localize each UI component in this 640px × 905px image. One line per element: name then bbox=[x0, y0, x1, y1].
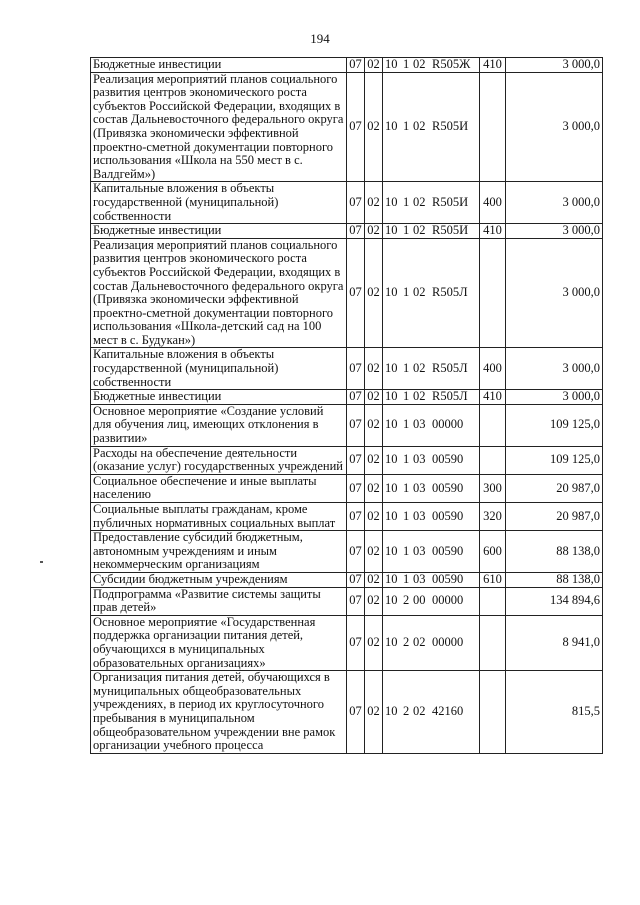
row-amount: 3 000,0 bbox=[506, 182, 603, 224]
target-article-part: 00 bbox=[413, 593, 426, 608]
row-expense-type: 300 bbox=[480, 474, 506, 502]
table-row bbox=[91, 572, 603, 587]
row-expense-type: 410 bbox=[480, 224, 506, 239]
table-row bbox=[91, 348, 603, 390]
target-article-part: 00590 bbox=[432, 508, 464, 523]
row-amount: 109 125,0 bbox=[506, 446, 603, 474]
row-amount: 3 000,0 bbox=[506, 238, 603, 348]
target-article-part: 00590 bbox=[432, 480, 464, 495]
row-amount: 3 000,0 bbox=[506, 72, 603, 182]
row-amount: 88 138,0 bbox=[506, 531, 603, 573]
row-expense-type: 600 bbox=[480, 531, 506, 573]
target-article-part: 02 bbox=[413, 194, 426, 209]
row-amount: 88 138,0 bbox=[506, 572, 603, 587]
row-expense-type: 400 bbox=[480, 182, 506, 224]
row-expense-type bbox=[480, 238, 506, 348]
target-article-part: 00590 bbox=[432, 452, 464, 467]
row-amount: 3 000,0 bbox=[506, 390, 603, 405]
table-row bbox=[91, 615, 603, 670]
target-article-part: 02 bbox=[413, 119, 426, 134]
target-article-part: 1 bbox=[403, 480, 410, 495]
table-row bbox=[91, 182, 603, 224]
row-expense-type: 400 bbox=[480, 348, 506, 390]
row-name: Подпрограмма «Развитие системы защиты прав детей» bbox=[91, 587, 347, 615]
row-ministry-code: 07 bbox=[347, 224, 365, 239]
row-target-article bbox=[383, 615, 480, 670]
row-section-code: 02 bbox=[365, 224, 383, 239]
table-row bbox=[91, 404, 603, 446]
row-target-article bbox=[383, 58, 480, 73]
row-name: Основное мероприятие «Государственная поддержка организации питания детей, обучающихся в муниципальных образовательных организациях» bbox=[91, 615, 347, 670]
target-article-part: 1 bbox=[403, 417, 410, 432]
target-article-part: 1 bbox=[403, 571, 410, 586]
table-row bbox=[91, 671, 603, 754]
row-section-code: 02 bbox=[365, 474, 383, 502]
row-ministry-code: 07 bbox=[347, 238, 365, 348]
row-expense-type bbox=[480, 446, 506, 474]
target-article-part: R505Л bbox=[432, 361, 468, 376]
target-article-part: R505И bbox=[432, 194, 469, 209]
row-expense-type: 610 bbox=[480, 572, 506, 587]
row-ministry-code: 07 bbox=[347, 446, 365, 474]
row-expense-type bbox=[480, 404, 506, 446]
row-ministry-code: 07 bbox=[347, 671, 365, 754]
target-article-part: 10 bbox=[385, 508, 398, 523]
target-article-part: 10 bbox=[385, 361, 398, 376]
page-number: 194 bbox=[310, 31, 330, 46]
target-article-part: 2 bbox=[403, 704, 410, 719]
budget-table bbox=[90, 57, 603, 754]
row-section-code: 02 bbox=[365, 587, 383, 615]
target-article-part: 1 bbox=[403, 223, 410, 238]
row-expense-type: 410 bbox=[480, 58, 506, 73]
target-article-part: 02 bbox=[413, 704, 426, 719]
target-article-part: 1 bbox=[403, 389, 410, 404]
row-name: Бюджетные инвестиции bbox=[91, 390, 347, 405]
target-article-part: 1 bbox=[403, 508, 410, 523]
row-target-article bbox=[383, 531, 480, 573]
target-article-part: 1 bbox=[403, 361, 410, 376]
row-section-code: 02 bbox=[365, 390, 383, 405]
target-article-part: 10 bbox=[385, 417, 398, 432]
row-name: Реализация мероприятий планов социального развития центров экономического роста субъектов Российской Федерации, входящих в состав Дальневосточного федерального округа (Привязка экономически эффективной проектно-сметной документации повторного использования «Школа на 550 мест в с. Валдгейм») bbox=[91, 72, 347, 182]
row-target-article bbox=[383, 404, 480, 446]
row-target-article bbox=[383, 587, 480, 615]
row-target-article bbox=[383, 446, 480, 474]
target-article-part: 10 bbox=[385, 223, 398, 238]
table-row bbox=[91, 474, 603, 502]
row-name: Реализация мероприятий планов социального развития центров экономического роста субъектов Российской Федерации, входящих в состав Дальневосточного федерального округа (Привязка экономически эффективной проектно-сметной документации повторного использования «Школа-детский сад на 100 мест в с. Будукан») bbox=[91, 238, 347, 348]
row-amount: 815,5 bbox=[506, 671, 603, 754]
target-article-part: 00000 bbox=[432, 635, 464, 650]
row-ministry-code: 07 bbox=[347, 182, 365, 224]
target-article-part: 10 bbox=[385, 194, 398, 209]
row-ministry-code: 07 bbox=[347, 348, 365, 390]
row-amount: 3 000,0 bbox=[506, 224, 603, 239]
row-name: Бюджетные инвестиции bbox=[91, 224, 347, 239]
row-ministry-code: 07 bbox=[347, 587, 365, 615]
target-article-part: R505Л bbox=[432, 389, 468, 404]
table-row bbox=[91, 238, 603, 348]
table-row bbox=[91, 531, 603, 573]
row-ministry-code: 07 bbox=[347, 572, 365, 587]
target-article-part: 10 bbox=[385, 480, 398, 495]
row-section-code: 02 bbox=[365, 348, 383, 390]
target-article-part: 1 bbox=[403, 194, 410, 209]
target-article-part: 10 bbox=[385, 704, 398, 719]
table-row bbox=[91, 446, 603, 474]
row-target-article bbox=[383, 224, 480, 239]
target-article-part: 10 bbox=[385, 543, 398, 558]
target-article-part: 42160 bbox=[432, 704, 464, 719]
row-section-code: 02 bbox=[365, 58, 383, 73]
target-article-part: 10 bbox=[385, 119, 398, 134]
target-article-part: 10 bbox=[385, 57, 398, 71]
row-name: Бюджетные инвестиции bbox=[91, 58, 347, 73]
target-article-part: 00000 bbox=[432, 417, 464, 432]
row-section-code: 02 bbox=[365, 572, 383, 587]
row-section-code: 02 bbox=[365, 503, 383, 531]
row-section-code: 02 bbox=[365, 404, 383, 446]
row-expense-type bbox=[480, 615, 506, 670]
target-article-part: 03 bbox=[413, 452, 426, 467]
target-article-part: R505Л bbox=[432, 285, 468, 300]
target-article-part: 02 bbox=[413, 389, 426, 404]
target-article-part: 1 bbox=[403, 285, 410, 300]
row-target-article bbox=[383, 474, 480, 502]
target-article-part: 2 bbox=[403, 593, 410, 608]
target-article-part: 1 bbox=[403, 119, 410, 134]
row-target-article bbox=[383, 572, 480, 587]
target-article-part: 10 bbox=[385, 635, 398, 650]
row-expense-type bbox=[480, 671, 506, 754]
row-ministry-code: 07 bbox=[347, 615, 365, 670]
budget-table-body bbox=[91, 58, 603, 754]
row-ministry-code: 07 bbox=[347, 503, 365, 531]
target-article-part: 03 bbox=[413, 508, 426, 523]
row-target-article bbox=[383, 348, 480, 390]
target-article-part: 03 bbox=[413, 480, 426, 495]
target-article-part: 00000 bbox=[432, 593, 464, 608]
row-name: Организация питания детей, обучающихся в муниципальных общеобразовательных учреждениях, в период их круглосуточного пребывания в муниципальном общеобразовательном учреждении вне рамок организации учебного процесса bbox=[91, 671, 347, 754]
target-article-part: 2 bbox=[403, 635, 410, 650]
row-amount: 3 000,0 bbox=[506, 348, 603, 390]
row-section-code: 02 bbox=[365, 531, 383, 573]
table-row bbox=[91, 72, 603, 182]
row-amount: 3 000,0 bbox=[506, 58, 603, 73]
target-article-part: 03 bbox=[413, 417, 426, 432]
target-article-part: 1 bbox=[403, 452, 410, 467]
row-section-code: 02 bbox=[365, 72, 383, 182]
row-amount: 20 987,0 bbox=[506, 474, 603, 502]
row-ministry-code: 07 bbox=[347, 390, 365, 405]
row-name: Капитальные вложения в объекты государственной (муниципальной) собственности bbox=[91, 348, 347, 390]
target-article-part: R505Ж bbox=[432, 57, 471, 71]
row-section-code: 02 bbox=[365, 671, 383, 754]
target-article-part: R505И bbox=[432, 223, 469, 238]
target-article-part: 10 bbox=[385, 389, 398, 404]
row-target-article bbox=[383, 390, 480, 405]
scan-speck bbox=[40, 561, 43, 563]
row-target-article bbox=[383, 72, 480, 182]
target-article-part: 1 bbox=[403, 543, 410, 558]
target-article-part: R505И bbox=[432, 119, 469, 134]
target-article-part: 1 bbox=[403, 57, 410, 71]
row-expense-type: 410 bbox=[480, 390, 506, 405]
target-article-part: 00590 bbox=[432, 571, 464, 586]
row-name: Субсидии бюджетным учреждениям bbox=[91, 572, 347, 587]
target-article-part: 02 bbox=[413, 361, 426, 376]
row-section-code: 02 bbox=[365, 238, 383, 348]
row-ministry-code: 07 bbox=[347, 404, 365, 446]
row-section-code: 02 bbox=[365, 446, 383, 474]
row-amount: 8 941,0 bbox=[506, 615, 603, 670]
row-name: Социальные выплаты гражданам, кроме публичных нормативных социальных выплат bbox=[91, 503, 347, 531]
row-amount: 134 894,6 bbox=[506, 587, 603, 615]
row-amount: 109 125,0 bbox=[506, 404, 603, 446]
row-name: Основное мероприятие «Создание условий для обучения лиц, имеющих отклонения в развитии» bbox=[91, 404, 347, 446]
target-article-part: 02 bbox=[413, 635, 426, 650]
row-expense-type: 320 bbox=[480, 503, 506, 531]
row-name: Расходы на обеспечение деятельности (оказание услуг) государственных учреждений bbox=[91, 446, 347, 474]
row-ministry-code: 07 bbox=[347, 474, 365, 502]
table-row bbox=[91, 587, 603, 615]
row-target-article bbox=[383, 238, 480, 348]
target-article-part: 03 bbox=[413, 543, 426, 558]
row-name: Предоставление субсидий бюджетным, автономным учреждениям и иным некоммерческим организациям bbox=[91, 531, 347, 573]
row-target-article bbox=[383, 182, 480, 224]
table-row bbox=[91, 503, 603, 531]
row-name: Социальное обеспечение и иные выплаты населению bbox=[91, 474, 347, 502]
row-expense-type bbox=[480, 72, 506, 182]
target-article-part: 10 bbox=[385, 593, 398, 608]
table-row bbox=[91, 390, 603, 405]
row-target-article bbox=[383, 671, 480, 754]
row-section-code: 02 bbox=[365, 182, 383, 224]
row-ministry-code: 07 bbox=[347, 531, 365, 573]
table-row bbox=[91, 224, 603, 239]
target-article-part: 03 bbox=[413, 571, 426, 586]
row-name: Капитальные вложения в объекты государственной (муниципальной) собственности bbox=[91, 182, 347, 224]
target-article-part: 10 bbox=[385, 285, 398, 300]
row-ministry-code: 07 bbox=[347, 58, 365, 73]
table-row bbox=[91, 58, 603, 73]
target-article-part: 02 bbox=[413, 57, 426, 71]
target-article-part: 10 bbox=[385, 571, 398, 586]
row-section-code: 02 bbox=[365, 615, 383, 670]
row-amount: 20 987,0 bbox=[506, 503, 603, 531]
target-article-part: 00590 bbox=[432, 543, 464, 558]
row-ministry-code: 07 bbox=[347, 72, 365, 182]
row-target-article bbox=[383, 503, 480, 531]
target-article-part: 02 bbox=[413, 223, 426, 238]
target-article-part: 02 bbox=[413, 285, 426, 300]
target-article-part: 10 bbox=[385, 452, 398, 467]
row-expense-type bbox=[480, 587, 506, 615]
